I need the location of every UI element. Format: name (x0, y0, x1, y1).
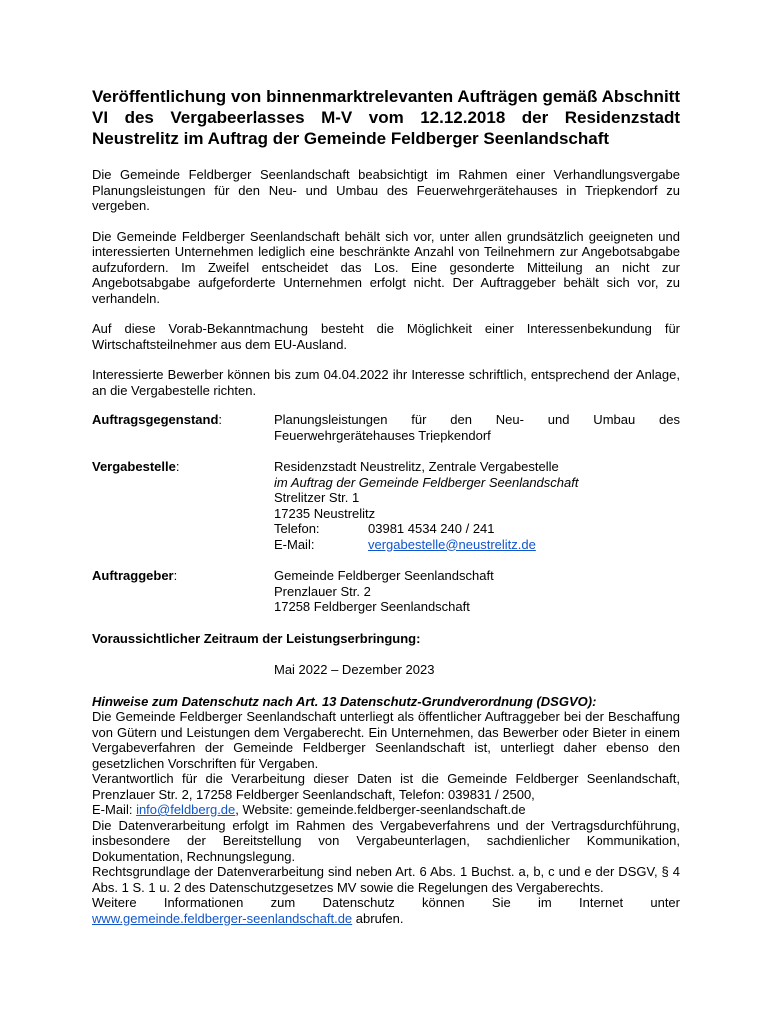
datenschutz-heading: Hinweise zum Datenschutz nach Art. 13 Datenschutz-Grundverordnung (DSGVO): (92, 693, 597, 709)
vergabestelle-street: Strelitzer Str. 1 (274, 490, 360, 505)
eu-paragraph: Auf diese Vorab-Bekanntmachung besteht die Möglichkeit einer Interessenbekundung für Wirtschaftsteilnehmer aus dem EU-Ausland. (92, 321, 680, 352)
vergabestelle-label: Vergabestelle (92, 459, 176, 474)
document-title: Veröffentlichung von binnenmarktrelevanten Aufträgen gemäß Abschnitt VI des Vergabeerlasses M-V vom 12.12.2018 der Residenzstadt Neustrelitz im Auftrag der Gemeinde Feldberger Seenlandschaft (92, 87, 680, 148)
phone-value: 03981 4534 240 / 241 (368, 521, 495, 536)
auftraggeber-street: Prenzlauer Str. 2 (274, 583, 371, 599)
auftragsgegenstand-row: Auftragsgegenstand: Planungsleistungen für den Neu- und Umbau des Feuerwehrgerätehauses Triepkendorf (92, 412, 680, 443)
vergabestelle-line2: im Auftrag der Gemeinde Feldberger Seenlandschaft (274, 474, 579, 490)
datenschutz-p6: Weitere Informationen zum Datenschutz können Sie im Internet unter (92, 895, 680, 910)
auftragsgegenstand-label: Auftragsgegenstand (92, 412, 219, 427)
selection-paragraph: Die Gemeinde Feldberger Seenlandschaft behält sich vor, unter allen grundsätzlich geeigneten und interessierten Unternehmen lediglich eine beschränkte Anzahl von Teilnehmern zur Angebotsabgabe aufzufordern. Im Zweifel entscheidet das Los. Eine gesonderte Mitteilung an nicht zur Angebotsabgabe aufgeforderte Unternehmen erfolgt nicht. Der Auftraggeber behält sich vor, zu verhandeln. (92, 228, 680, 306)
vergabestelle-line1: Residenzstadt Neustrelitz, Zentrale Vergabestelle (274, 459, 559, 474)
auftraggeber-row: Auftraggeber: Gemeinde Feldberger Seenlandschaft Prenzlauer Str. 2 17258 Feldberger Seenlandschaft (92, 568, 680, 615)
datenschutz-p7 (92, 911, 680, 927)
intro-paragraph: Die Gemeinde Feldberger Seenlandschaft beabsichtigt im Rahmen einer Verhandlungsvergabe Planungsleistungen für den Neu- und Umbau des Feuerwehrgerätehauses in Triepkendorf zu vergeben. (92, 167, 680, 213)
deadline-paragraph: Interessierte Bewerber können bis zum 04.04.2022 ihr Interesse schriftlich, entsprechend der Anlage, an die Vergabestelle richten. (92, 367, 680, 398)
vergabestelle-row: Vergabestelle: Residenzstadt Neustrelitz, Zentrale Vergabestelle im Auftrag der Gemeinde Feldberger Seenlandschaft Strelitzer Str. 1 17235 Neustrelitz Telefon: 03981 4534 240 / 241 E-Mail: vergabestelle@neustrelitz.de (92, 459, 680, 552)
auftragsgegenstand-value: Planungsleistungen für den Neu- und Umbau des Feuerwehrgerätehauses Triepkendorf (274, 412, 680, 443)
auftraggeber-line1: Gemeinde Feldberger Seenlandschaft (274, 568, 494, 583)
vergabestelle-email-link[interactable]: vergabestelle@neustrelitz.de (368, 536, 536, 552)
website-link[interactable]: www.gemeinde.feldberger-seenlandschaft.de (92, 910, 353, 926)
datenschutz-p5: Rechtsgrundlage der Datenverarbeitung sind neben Art. 6 Abs. 1 Buchst. a, b, c und e der DSGV, § 4 Abs. 1 S. 1 u. 2 des Datenschutzgesetzes MV sowie die Regelungen des Vergaberechts. (92, 864, 680, 895)
email-label: E-Mail: (274, 536, 315, 552)
auftraggeber-label: Auftraggeber (92, 568, 174, 583)
datenschutz-email-link[interactable]: info@feldberg.de (136, 802, 236, 817)
vergabestelle-city: 17235 Neustrelitz (274, 505, 376, 521)
phone-label: Telefon: (274, 521, 320, 536)
datenschutz-p7-suffix: abrufen. (352, 910, 404, 926)
datenschutz-p2: Verantwortlich für die Verarbeitung dieser Daten ist die Gemeinde Feldberger Seenlandschaft, Prenzlauer Str. 2, 17258 Feldberger Seenlandschaft, Telefon: 039831 / 2500, (92, 771, 680, 802)
datenschutz-p4: Die Datenverarbeitung erfolgt im Rahmen des Vergabeverfahrens und der Vertragsdurchführung, insbesondere der Bereitstellung von Vergabeunterlagen, sachdienlicher Kommunikation, Dokumentation, Rechnungslegung. (92, 817, 680, 864)
datenschutz-website: , Website: gemeinde.feldberger-seenlandschaft.de (235, 802, 526, 817)
vergabestelle-phone-row (274, 521, 680, 537)
document-page (92, 86, 680, 926)
auftraggeber-city: 17258 Feldberger Seenlandschaft (274, 599, 470, 614)
datenschutz-p3 (92, 802, 680, 818)
datenschutz-p1: Die Gemeinde Feldberger Seenlandschaft unterliegt als öffentlicher Auftraggeber bei der Beschaffung von Gütern und Leistungen dem Vergaberecht. Ein Unternehmen, das Bewerber oder Bieter in einem Vergabeverfahren der Gemeinde Feldberger Seenlandschaft ist, unterliegt daher ebenso den gesetzlichen Vorschriften für Vergaben. (92, 709, 680, 771)
zeitraum-value: Mai 2022 – Dezember 2023 (274, 662, 435, 677)
vergabestelle-email-row (274, 537, 680, 553)
zeitraum-heading: Voraussichtlicher Zeitraum der Leistungserbringung: (92, 630, 421, 646)
datenschutz-email-prefix: E-Mail: (92, 802, 137, 817)
